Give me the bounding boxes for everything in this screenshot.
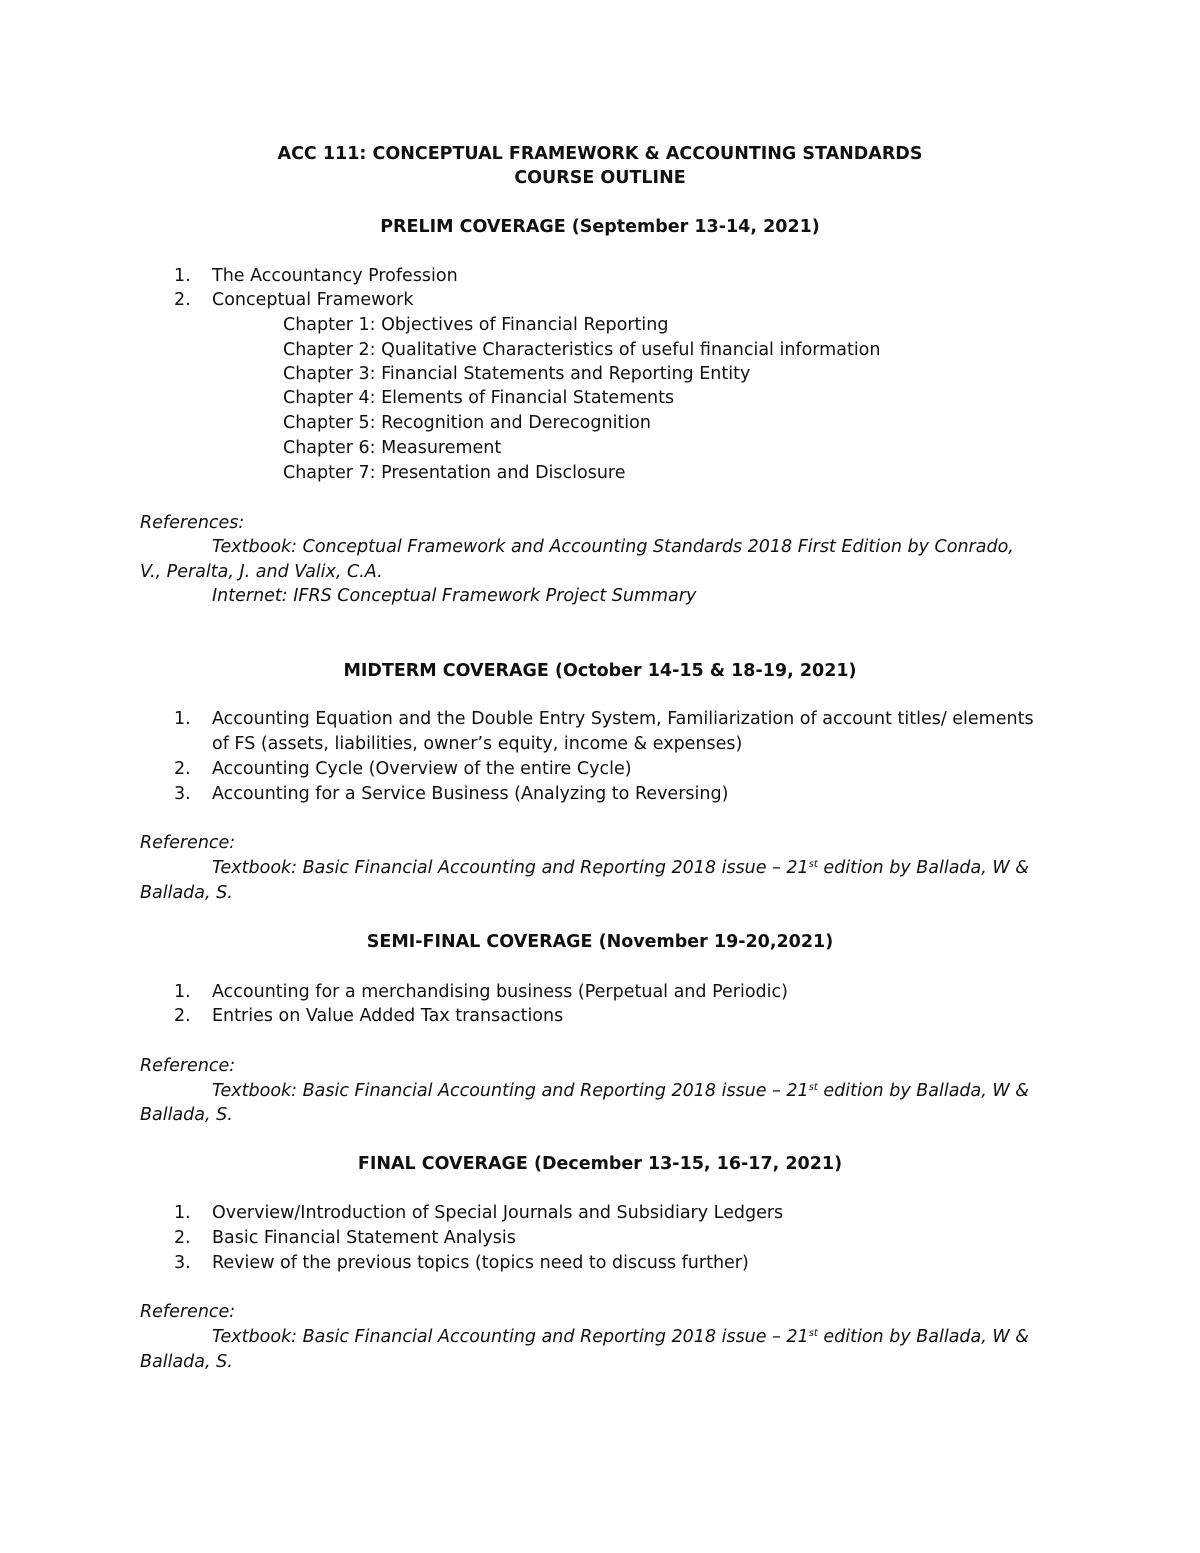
list-number: 2. — [174, 759, 191, 779]
reference-text-tail: edition by Ballada, W & — [817, 1081, 1029, 1101]
reference-text-continued: V., Peralta, J. and Valix, C.A. — [140, 562, 383, 582]
reference-label: Reference: — [140, 1056, 236, 1076]
reference-text-main: Textbook: Basic Financial Accounting and Reporting 2018 issue – 21 — [212, 1327, 809, 1347]
list-number: 2. — [174, 1228, 191, 1248]
reference-text — [212, 1079, 1029, 1103]
reference-text-continued: Ballada, S. — [140, 1105, 233, 1125]
list-number: 1. — [174, 709, 191, 729]
chapter-item: Chapter 3: Financial Statements and Reporting Entity — [283, 364, 751, 384]
list-text: Review of the previous topics (topics need to discuss further) — [212, 1253, 749, 1273]
list-text: Accounting Equation and the Double Entry System, Familiarization of account titles/ elements — [212, 709, 1034, 729]
reference-text — [212, 856, 1029, 880]
ordinal-suffix: st — [808, 859, 818, 870]
list-number: 1. — [174, 1203, 191, 1223]
references-label: References: — [140, 513, 245, 533]
list-text: Accounting Cycle (Overview of the entire Cycle) — [212, 759, 632, 779]
chapter-item: Chapter 6: Measurement — [283, 438, 502, 458]
list-number: 1. — [174, 982, 191, 1002]
list-number: 2. — [174, 290, 191, 310]
chapter-item: Chapter 5: Recognition and Derecognition — [283, 413, 651, 433]
list-text: The Accountancy Profession — [212, 266, 458, 286]
reference-text-tail: edition by Ballada, W & — [817, 1327, 1029, 1347]
chapter-item: Chapter 7: Presentation and Disclosure — [283, 463, 626, 483]
list-text: Accounting for a merchandising business (Perpetual and Periodic) — [212, 982, 788, 1002]
chapter-item: Chapter 1: Objectives of Financial Reporting — [283, 315, 669, 335]
reference-text — [212, 1325, 1029, 1349]
final-heading: FINAL COVERAGE (December 13-15, 16-17, 2021) — [357, 1154, 843, 1174]
reference-text-main: Textbook: Basic Financial Accounting and Reporting 2018 issue – 21 — [212, 1081, 809, 1101]
reference-label: Reference: — [140, 833, 236, 853]
prelim-heading: PRELIM COVERAGE (September 13-14, 2021) — [380, 217, 820, 237]
list-text: Overview/Introduction of Special Journals and Subsidiary Ledgers — [212, 1203, 784, 1223]
list-text: Conceptual Framework — [212, 290, 414, 310]
midterm-heading: MIDTERM COVERAGE (October 14-15 & 18-19, 2021) — [343, 661, 857, 681]
reference-text-continued: Ballada, S. — [140, 883, 233, 903]
list-number: 3. — [174, 784, 191, 804]
reference-text-continued: Ballada, S. — [140, 1352, 233, 1372]
chapter-item: Chapter 2: Qualitative Characteristics of useful financial information — [283, 340, 881, 360]
ordinal-suffix: st — [808, 1082, 818, 1093]
document-title: ACC 111: CONCEPTUAL FRAMEWORK & ACCOUNTING STANDARDS — [277, 144, 923, 164]
list-text-continued: of FS (assets, liabilities, owner’s equity, income & expenses) — [212, 734, 743, 754]
ordinal-suffix: st — [808, 1328, 818, 1339]
reference-label: Reference: — [140, 1302, 236, 1322]
chapter-item: Chapter 4: Elements of Financial Statements — [283, 388, 675, 408]
semifinal-heading: SEMI-FINAL COVERAGE (November 19-20,2021) — [366, 932, 834, 952]
document-subtitle: COURSE OUTLINE — [514, 168, 686, 188]
reference-text: Textbook: Conceptual Framework and Accounting Standards 2018 First Edition by Conrado, — [212, 537, 1014, 557]
reference-internet: Internet: IFRS Conceptual Framework Project Summary — [212, 586, 697, 606]
list-text: Accounting for a Service Business (Analyzing to Reversing) — [212, 784, 729, 804]
reference-text-tail: edition by Ballada, W & — [817, 858, 1029, 878]
list-number: 3. — [174, 1253, 191, 1273]
reference-text-main: Textbook: Basic Financial Accounting and Reporting 2018 issue – 21 — [212, 858, 809, 878]
list-number: 1. — [174, 266, 191, 286]
list-text: Basic Financial Statement Analysis — [212, 1228, 516, 1248]
list-text: Entries on Value Added Tax transactions — [212, 1006, 564, 1026]
list-number: 2. — [174, 1006, 191, 1026]
